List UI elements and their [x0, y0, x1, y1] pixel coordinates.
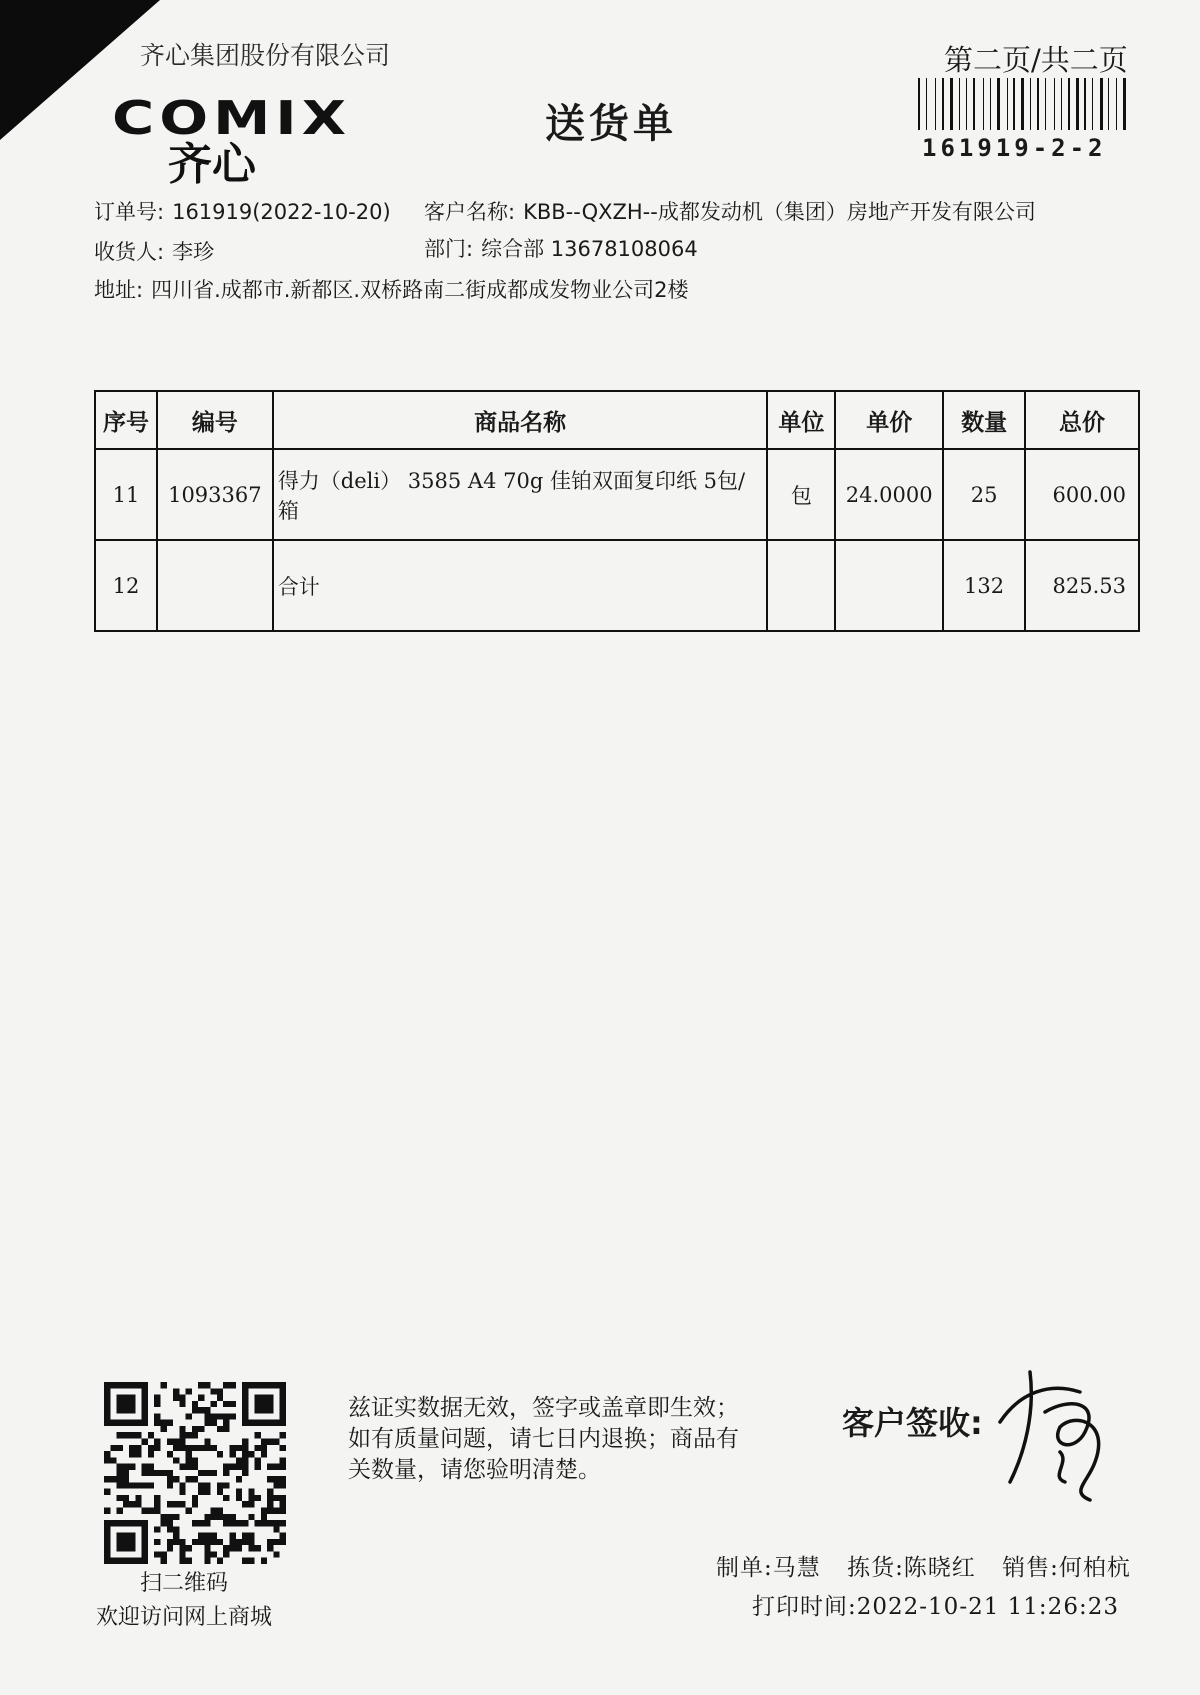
address: [94, 274, 688, 304]
qr-caption-scan: 扫二维码: [140, 1571, 229, 1596]
cell-unit: [767, 540, 835, 631]
customer-sign-label: 客户签收:: [842, 1404, 983, 1442]
department-value: 综合部 13678108064: [481, 237, 698, 261]
header-product-name: 商品名称: [273, 391, 768, 449]
comix-logo: [112, 91, 352, 190]
cell-total: 600.00: [1025, 449, 1139, 540]
maker: 制单:马慧: [716, 1555, 821, 1581]
cell-seq: 11: [95, 449, 157, 540]
cell-product-name: 合计: [273, 540, 768, 631]
order-number-value: 161919(2022-10-20): [172, 200, 391, 224]
receiver-value: 李珍: [172, 240, 215, 264]
sales: 销售:何柏杭: [1002, 1555, 1131, 1581]
barcode: [918, 78, 1136, 130]
header-quantity: 数量: [943, 391, 1025, 449]
barcode-number: 161919-2-2: [922, 134, 1107, 162]
table-row: [95, 449, 1139, 540]
staff-line: [716, 1549, 1149, 1582]
customer-name: [424, 196, 1036, 226]
signature-icon: [990, 1352, 1120, 1502]
company-name: 齐心集团股份有限公司: [140, 41, 391, 70]
department: [424, 233, 698, 263]
cell-code: [157, 540, 273, 631]
address-label: 地址:: [94, 278, 144, 302]
order-number: [94, 196, 391, 226]
cell-unit: 包: [767, 449, 835, 540]
cell-unit-price: [835, 540, 943, 631]
customer-value: KBB--QXZH--成都发动机（集团）房地产开发有限公司: [523, 200, 1036, 224]
customer-label: 客户名称:: [424, 200, 516, 224]
cell-quantity: 25: [943, 449, 1025, 540]
page-indicator: 第二页/共二页: [944, 43, 1128, 77]
cell-seq: 12: [95, 540, 157, 631]
receiver-label: 收货人:: [94, 240, 165, 264]
table-row-total: [95, 540, 1139, 631]
qr-caption-mall: 欢迎访问网上商城: [96, 1605, 273, 1630]
order-number-label: 订单号:: [94, 200, 165, 224]
cell-code: 1093367: [157, 449, 273, 540]
print-time: 打印时间:2022-10-21 11:26:23: [752, 1594, 1119, 1620]
header-code: 编号: [157, 391, 273, 449]
cell-unit-price: 24.0000: [835, 449, 943, 540]
header-unit: 单位: [767, 391, 835, 449]
department-label: 部门:: [424, 237, 474, 261]
header-unit-price: 单价: [835, 391, 943, 449]
header-total: 总价: [1025, 391, 1139, 449]
notice-text: 兹证实数据无效，签字或盖章即生效；如有质量问题，请七日内退换；商品有关数量，请您验明清楚。: [348, 1395, 739, 1483]
logo-text-en: COMIX: [112, 91, 352, 145]
address-value: 四川省.成都市.新都区.双桥路南二街成都成发物业公司2楼: [151, 278, 689, 302]
qr-code-icon: [104, 1382, 286, 1564]
cell-total: 825.53: [1025, 540, 1139, 631]
header-seq: 序号: [95, 391, 157, 449]
receiver: [94, 236, 214, 266]
items-table: [94, 390, 1140, 632]
cell-product-name: 得力（deli） 3585 A4 70g 佳铂双面复印纸 5包/箱: [273, 449, 768, 540]
document-title: 送货单: [545, 101, 677, 147]
cell-quantity: 132: [943, 540, 1025, 631]
table-header-row: [95, 391, 1139, 449]
picker: 拣货:陈晓红: [847, 1555, 976, 1581]
logo-text-cn: 齐心: [168, 139, 256, 190]
